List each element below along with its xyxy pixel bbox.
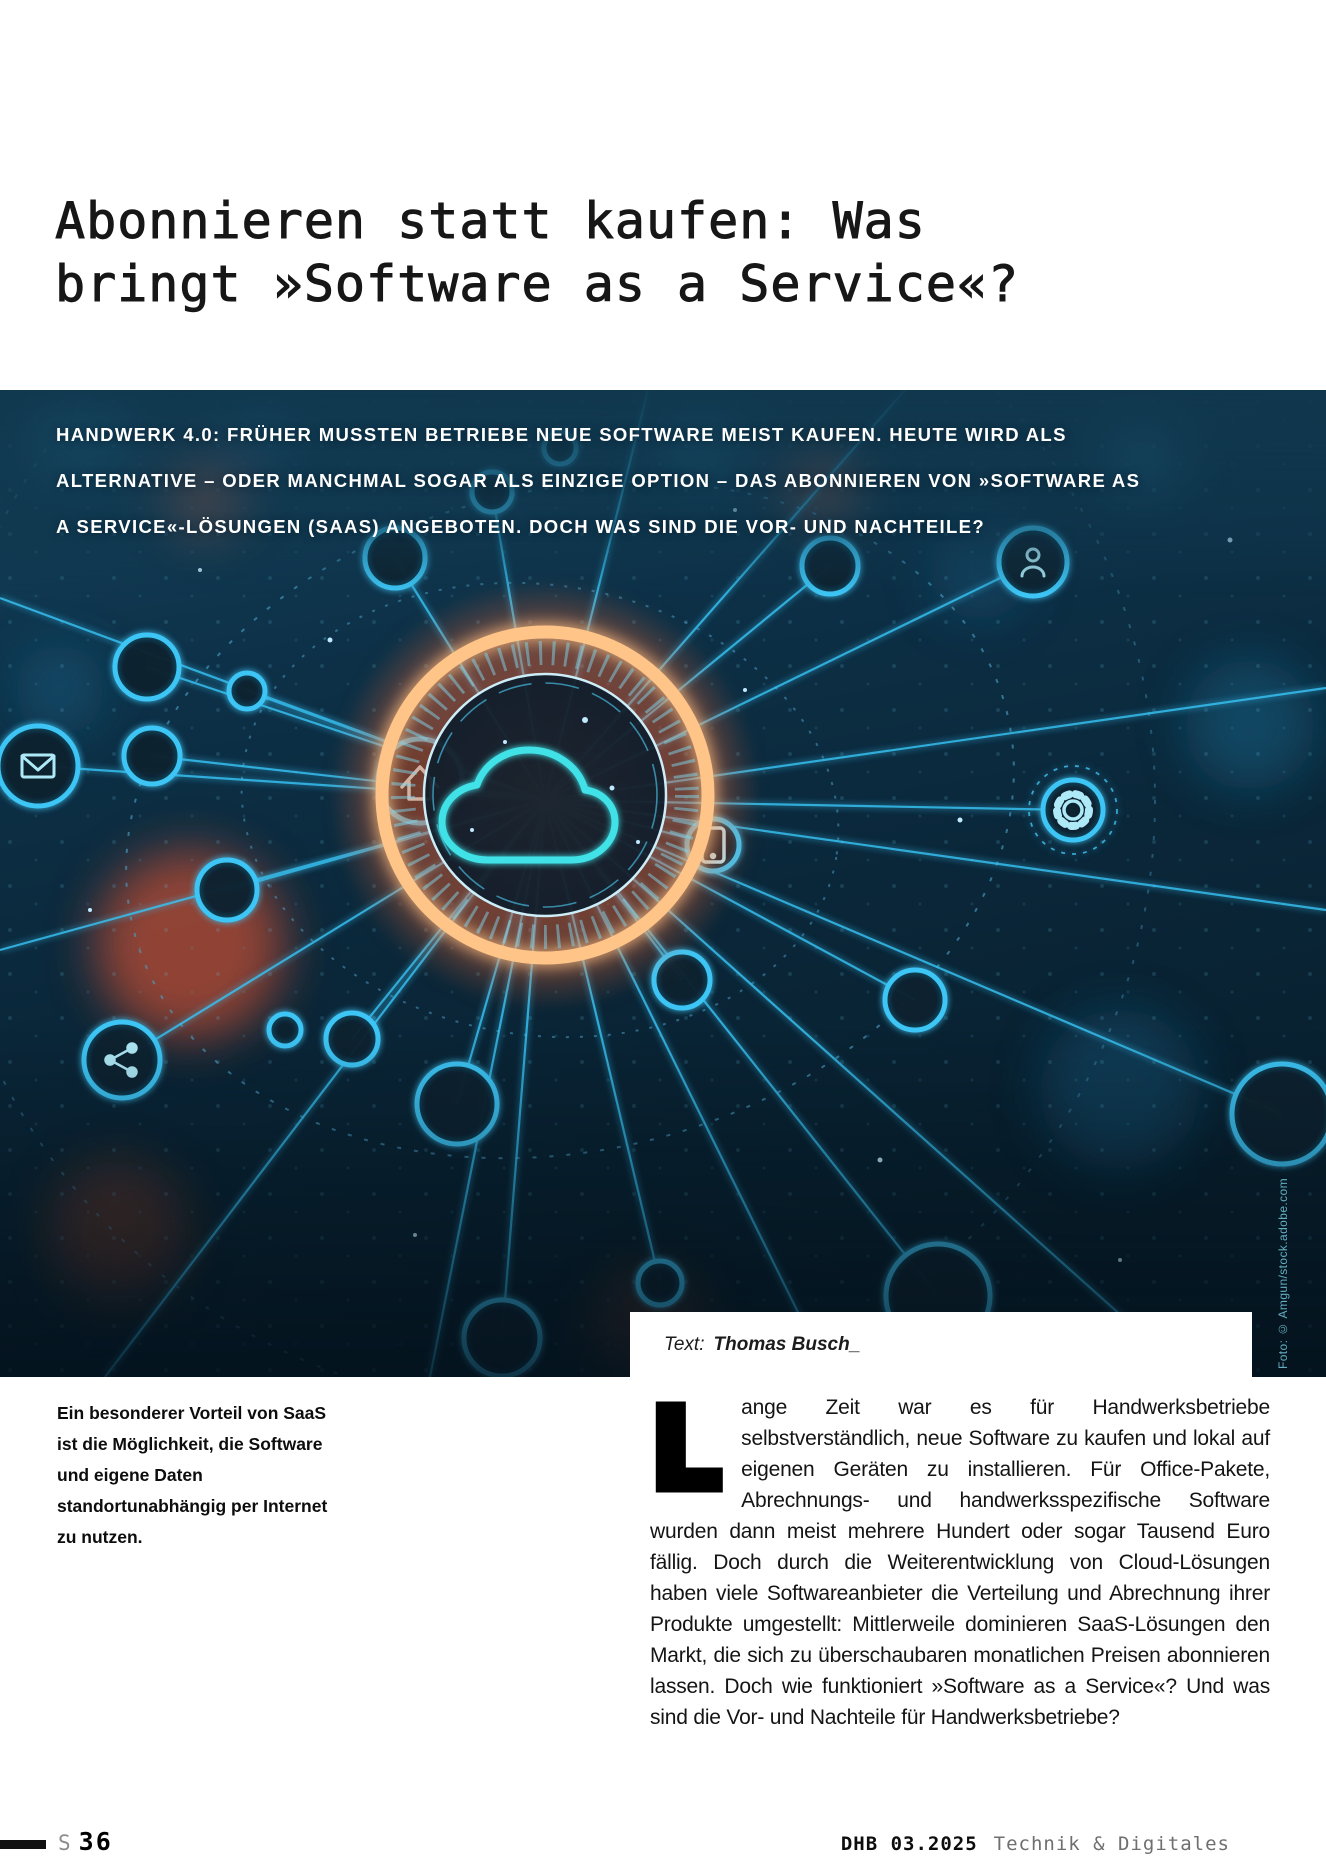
network-node-mail <box>0 726 78 806</box>
author-name: Thomas Busch_ <box>713 1333 861 1355</box>
photo-credit: Foto: © Amgun/stock.adobe.com <box>1276 1177 1290 1369</box>
issue-label: DHB 03.2025 <box>840 1833 978 1855</box>
kicker-line-1: HANDWERK 4.0: FRÜHER MUSSTEN BETRIEBE NEUE SOFTWARE MEIST KAUFEN. HEUTE WIRD ALS <box>56 424 1067 445</box>
hero-image <box>0 390 1326 1377</box>
footer-rule <box>0 1840 46 1849</box>
page-title <box>55 190 1019 316</box>
kicker-text <box>56 412 1140 550</box>
headline-line-2: bringt »Software as a Service«? <box>55 255 1020 313</box>
author-box <box>630 1312 1252 1377</box>
network-node <box>229 673 265 709</box>
article-paragraph: ange Zeit war es für Handwerksbetriebe selbstverständlich, neue Software zu kaufen und lokal auf eigenen Geräten zu installieren. Für Office-Pakete, Abrechnungs- und handwerksspezifische Software wurden dann meist mehrere Hundert oder sogar Tausend Euro fällig. Doch durch die Weiterentwicklung von Cloud-Lösungen haben viele Softwareanbieter die Verteilung und Abrechnung ihrer Produkte umgestellt: Mittlerweile dominieren SaaS-Lösungen den Markt, die sich zu überschaubaren monatlichen Preisen abonnieren lassen. Doch wie funktioniert »Software as a Service«? Und was sind die Vor- und Nachteile für Handwerksbetriebe? <box>650 1396 1270 1729</box>
footer-issue-section <box>841 1833 1230 1855</box>
network-node <box>124 728 180 784</box>
network-node-gear <box>1043 780 1103 840</box>
headline-line-1: Abonnieren statt kaufen: Was <box>55 192 926 250</box>
drop-cap: L <box>650 1385 722 1515</box>
section-label: Technik & Digitales <box>993 1833 1230 1855</box>
network-node <box>885 970 945 1030</box>
kicker-line-2: ALTERNATIVE – ODER MANCHMAL SOGAR ALS EINZIGE OPTION – DAS ABONNIEREN VON »SOFTWARE AS <box>56 470 1141 491</box>
network-node <box>197 860 257 920</box>
network-node <box>115 635 179 699</box>
cloud-hub <box>330 580 760 1010</box>
article-body <box>650 1385 1270 1733</box>
image-caption: Ein besonderer Vorteil von SaaS ist die Möglichkeit, die Software und eigene Daten standortunabhängig per Internet zu nutzen. <box>57 1403 328 1547</box>
page-number <box>58 1827 113 1856</box>
kicker-line-3: A SERVICE«-LÖSUNGEN (SAAS) ANGEBOTEN. DOCH WAS SIND DIE VOR- UND NACHTEILE? <box>56 516 986 537</box>
author-prefix: Text: <box>664 1333 705 1355</box>
page-number-value: 36 <box>78 1827 113 1856</box>
page-prefix: S <box>58 1831 71 1855</box>
